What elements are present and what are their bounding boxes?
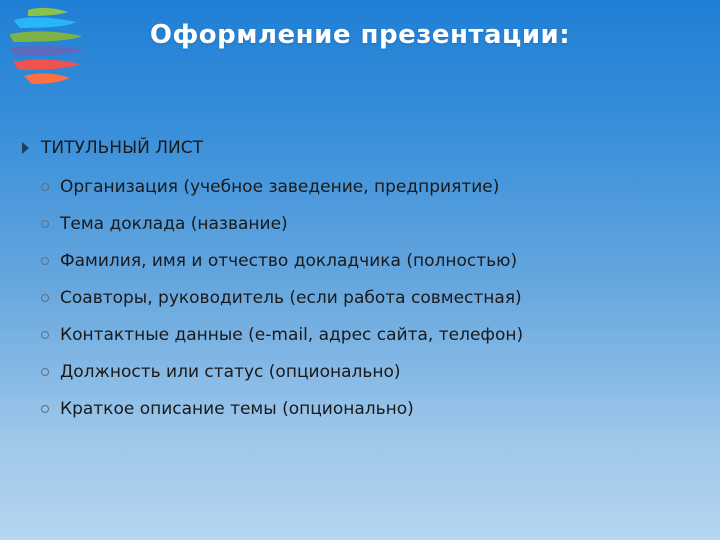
list-item-text: Фамилия, имя и отчество докладчика (полностью) bbox=[60, 251, 518, 271]
hollow-circle-icon bbox=[41, 257, 49, 265]
slide-title: Оформление презентации: bbox=[149, 20, 571, 50]
heading-row bbox=[20, 135, 710, 161]
list-item bbox=[20, 280, 710, 316]
hollow-circle-icon bbox=[41, 220, 49, 228]
triangle-right-icon bbox=[22, 142, 29, 154]
list-item bbox=[20, 169, 710, 205]
list-item-text: Должность или статус (опционально) bbox=[60, 362, 401, 382]
list-item-text: Контактные данные (e-mail, адрес сайта, телефон) bbox=[60, 325, 524, 345]
slide-content bbox=[20, 135, 710, 427]
list-item bbox=[20, 317, 710, 353]
list-item-text: Краткое описание темы (опционально) bbox=[60, 399, 414, 419]
list-item bbox=[20, 206, 710, 242]
list-item-text: Соавторы, руководитель (если работа совместная) bbox=[60, 288, 522, 308]
hollow-circle-icon bbox=[41, 183, 49, 191]
section-heading: ТИТУЛЬНЫЙ ЛИСТ bbox=[41, 138, 203, 158]
list-item-text: Организация (учебное заведение, предприятие) bbox=[60, 177, 500, 197]
list-item bbox=[20, 243, 710, 279]
list-item-text: Тема доклада (название) bbox=[60, 214, 288, 234]
list-item bbox=[20, 354, 710, 390]
list-item bbox=[20, 391, 710, 427]
bullet-list bbox=[20, 169, 710, 427]
hollow-circle-icon bbox=[41, 331, 49, 339]
hollow-circle-icon bbox=[41, 405, 49, 413]
hollow-circle-icon bbox=[41, 294, 49, 302]
hollow-circle-icon bbox=[41, 368, 49, 376]
